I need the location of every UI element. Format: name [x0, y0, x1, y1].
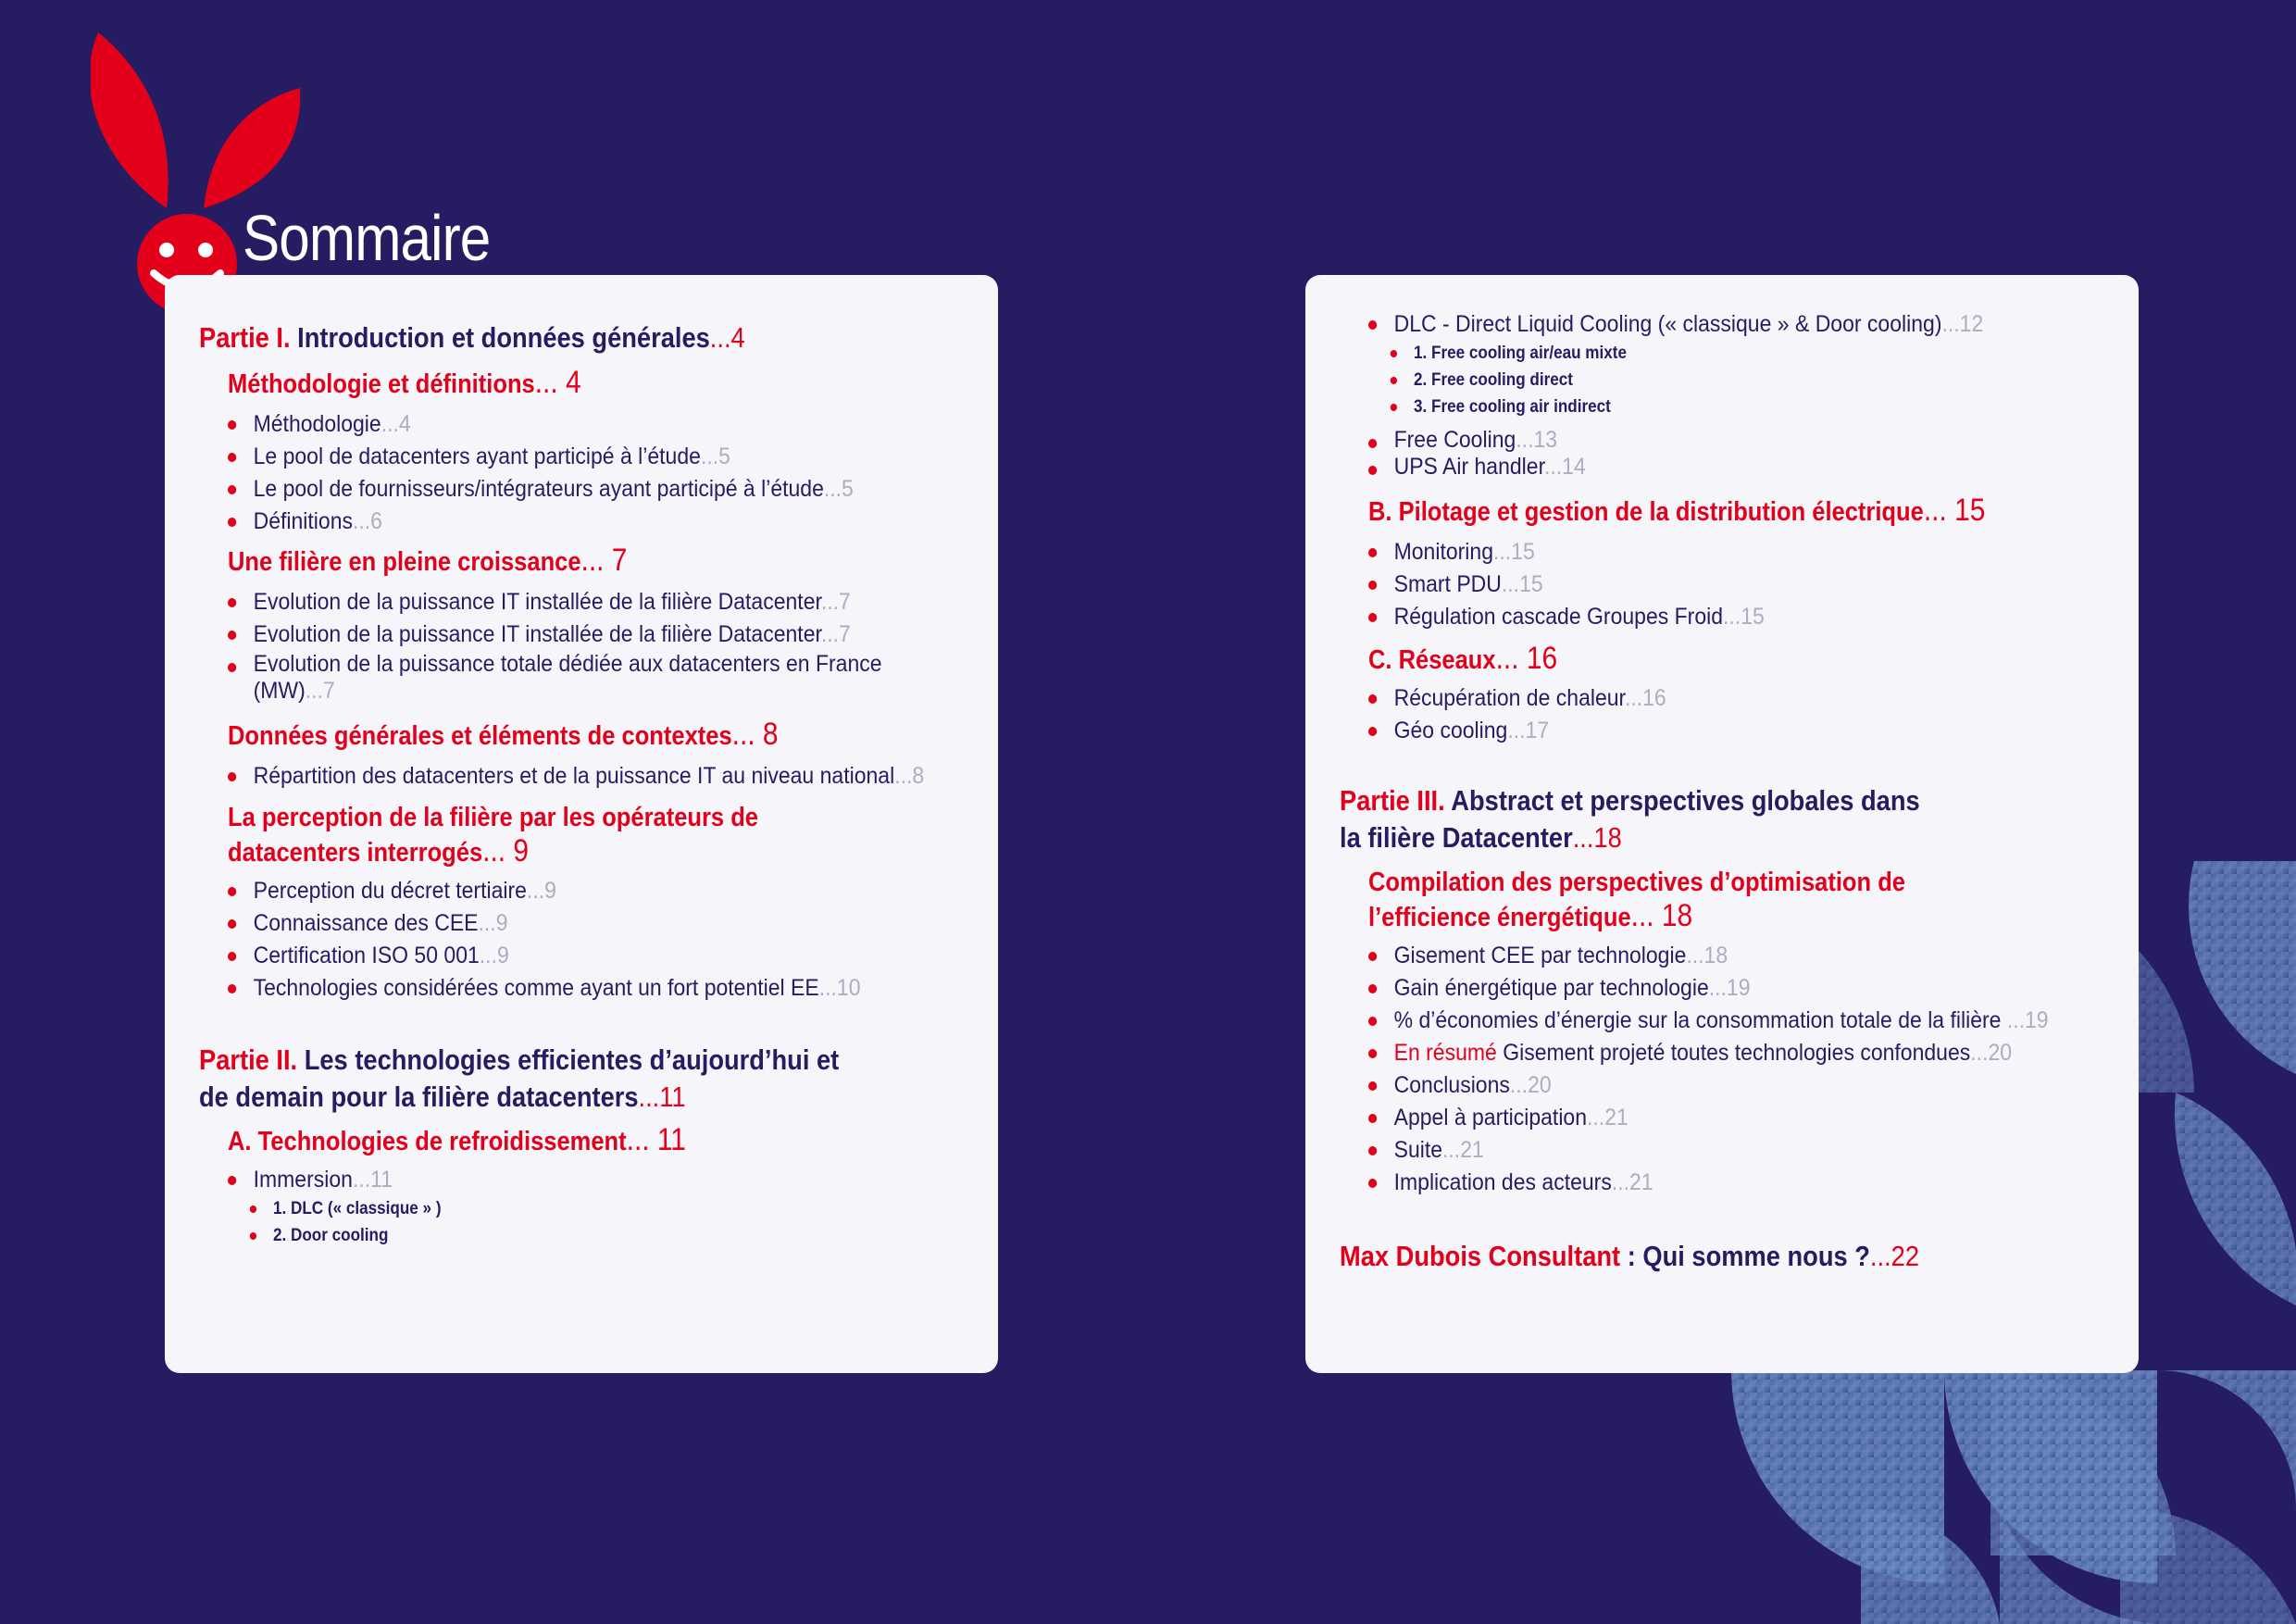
list-item[interactable]: Evolution de la puissance IT installée de la filière Datacenter...7 — [228, 586, 934, 618]
list-item[interactable]: Répartition des datacenters et de la puissance IT au niveau national...8 — [228, 760, 1005, 793]
list-item[interactable]: Certification ISO 50 001...9 — [228, 940, 937, 972]
list-item[interactable]: Conclusions...20 — [1368, 1069, 2093, 1102]
part-heading[interactable]: Partie I. Introduction et données générales...4 — [199, 321, 745, 354]
section-heading[interactable]: La perception de la filière par les opérateurs de datacenters interrogés... 9 — [228, 803, 758, 868]
sub-list-item[interactable]: 2. Door cooling — [248, 1222, 485, 1249]
list-item[interactable]: Implication des acteurs...21 — [1368, 1167, 2093, 1199]
list-item[interactable]: Technologies considérées comme ayant un fort potentiel EE...10 — [228, 972, 937, 1005]
part-heading[interactable]: Max Dubois Consultant : Qui somme nous ?...22 — [1340, 1240, 1920, 1272]
list-item[interactable]: Smart PDU...15 — [1368, 568, 1822, 601]
list-item[interactable]: Gain énergétique par technologie...19 — [1368, 972, 2093, 1005]
list-item[interactable]: UPS Air handler...14 — [1368, 454, 1628, 481]
toc-card-right — [1305, 275, 2139, 1373]
list-item[interactable]: % d’économies d’énergie sur la consommation totale de la filière ...19 — [1368, 1005, 2093, 1037]
section-heading[interactable]: C. Réseaux... 16 — [1368, 641, 1558, 676]
section-heading[interactable]: B. Pilotage et gestion de la distribution électrique... 15 — [1368, 493, 1986, 528]
toc-card-left — [165, 275, 998, 1373]
list-item-summary[interactable]: En résumé Gisement projeté toutes technologies confondues...20 — [1368, 1037, 2093, 1069]
list-item[interactable]: Evolution de la puissance totale dédiée aux datacenters en France (MW)...7 — [228, 651, 934, 705]
list-item[interactable]: Immersion...11 — [228, 1164, 431, 1196]
list-item[interactable]: Perception du décret tertiaire...9 — [228, 875, 937, 907]
list-item[interactable]: Suite...21 — [1368, 1134, 2093, 1167]
sub-list-item[interactable]: 1. DLC (« classique » ) — [248, 1195, 485, 1222]
list-item[interactable]: Connaissance des CEE...9 — [228, 907, 937, 940]
sub-list-item[interactable]: 3. Free cooling air indirect — [1389, 394, 1676, 420]
list-item[interactable]: Le pool de datacenters ayant participé à l’étude...5 — [228, 441, 930, 473]
section-heading[interactable]: Compilation des perspectives d’optimisation de l’efficience énergétique... 18 — [1368, 868, 1905, 933]
list-item[interactable]: DLC - Direct Liquid Cooling (« classique » & Door cooling)...12 — [1368, 308, 2058, 341]
list-item[interactable]: Appel à participation...21 — [1368, 1102, 2093, 1134]
list-item[interactable]: Evolution de la puissance IT installée de la filière Datacenter...7 — [228, 618, 934, 651]
section-heading[interactable]: Données générales et éléments de contextes... 8 — [228, 717, 779, 752]
list-item[interactable]: Monitoring...15 — [1368, 536, 1822, 568]
section-heading[interactable]: Méthodologie et définitions... 4 — [228, 365, 581, 400]
sub-list-item[interactable]: 1. Free cooling air/eau mixte — [1389, 340, 1676, 367]
list-item[interactable]: Gisement CEE par technologie...18 — [1368, 940, 2093, 972]
part-heading[interactable]: Partie III. Abstract et perspectives globales dans la filière Datacenter...18 — [1340, 784, 1920, 854]
page-title: Sommaire — [243, 202, 491, 274]
part-heading[interactable]: Partie II. Les technologies efficientes d’aujourd’hui et de demain pour la filière datacenters...11 — [199, 1043, 840, 1113]
list-item[interactable]: Régulation cascade Groupes Froid...15 — [1368, 601, 1822, 633]
list-item[interactable]: Free Cooling...13 — [1368, 427, 1628, 454]
list-item[interactable]: Définitions...6 — [228, 506, 930, 538]
list-item[interactable]: Récupération de chaleur...16 — [1368, 682, 1716, 715]
list-item[interactable]: Géo cooling...17 — [1368, 715, 1716, 747]
sub-list-item[interactable]: 2. Free cooling direct — [1389, 367, 1676, 394]
section-heading[interactable]: A. Technologies de refroidissement... 11 — [228, 1122, 686, 1157]
list-item[interactable]: Méthodologie...4 — [228, 408, 930, 441]
list-item[interactable]: Le pool de fournisseurs/intégrateurs ayant participé à l’étude...5 — [228, 473, 930, 506]
section-heading[interactable]: Une filière en pleine croissance... 7 — [228, 543, 628, 578]
